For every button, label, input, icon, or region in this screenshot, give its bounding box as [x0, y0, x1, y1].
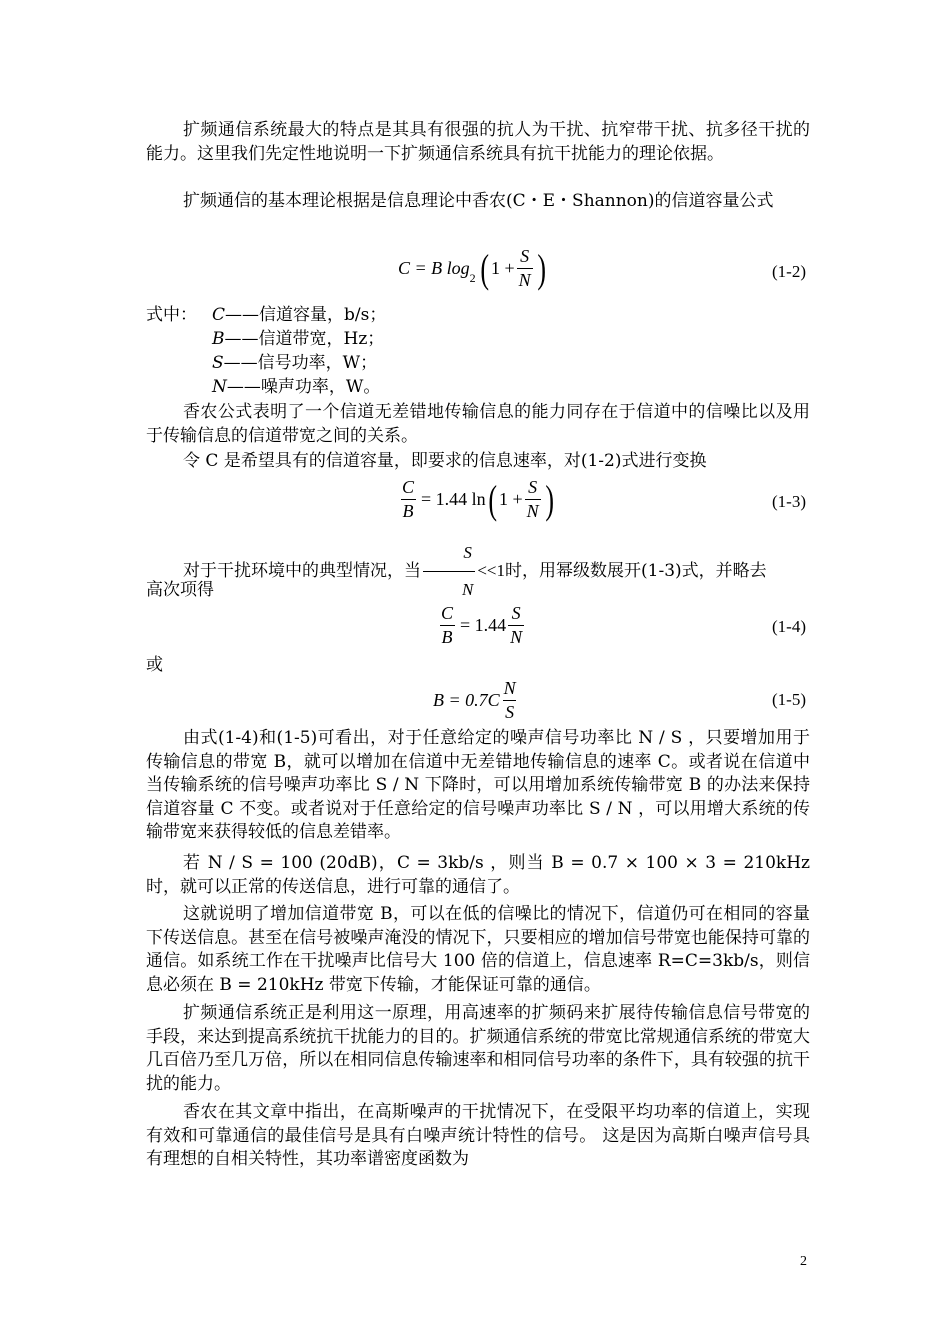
eq13-left-paren: (: [488, 476, 497, 522]
equation-1-4: [437, 603, 526, 648]
eq14-mid: = 1.44: [460, 615, 507, 635]
page-number: 2: [800, 1254, 807, 1269]
equation-1-3: [398, 477, 556, 522]
eq13-denominator: N: [526, 501, 539, 521]
equation-number-1-4: (1-4): [772, 617, 806, 636]
eq13-lhs-numerator: C: [402, 477, 415, 497]
inline-denominator: N: [423, 571, 475, 607]
paragraph-transform: 令 C 是希望具有的信道容量，即要求的信息速率，对(1-2)式进行变换: [183, 451, 707, 471]
paragraph-shannon-meaning: 香农公式表明了一个信道无差错地传输信息的能力同存在于信道中的信噪比以及用于传输信息的信道带宽之间的关系。: [146, 402, 810, 446]
equation-number-1-2: (1-2): [772, 262, 806, 281]
definition-c-text: ——信道容量，b/s；: [225, 305, 387, 325]
paragraph-conclusion-1: 由式(1-4)和(1-5)可看出，对于任意给定的噪声信号功率比 N / S ，只要增加用于传输信息的带宽 B，就可以增加在信道中无差错地传输信息的速率 C。或者说在信道中当传输系统的信号噪声功率比 S / N 下降时，可以用增加系统传输带宽 B 的办法来保持信道容量 C 不变。或者说对于任意给定的信号噪声功率比 S / N ，可以用增大系统的传输带宽来获得较低的信息差错率。: [146, 728, 810, 842]
definition-b-text: ——信道带宽，Hz；: [224, 329, 385, 349]
eq13-lhs-fraction: [400, 477, 416, 522]
definition-n: [212, 376, 380, 399]
eq15-denominator: S: [505, 702, 515, 722]
eq14-numerator: S: [511, 603, 521, 623]
definition-b-symbol: B: [212, 329, 225, 349]
eq13-mid: = 1.44 ln: [421, 489, 486, 509]
definition-b: [212, 328, 384, 351]
definition-s: [212, 352, 377, 375]
definition-s-symbol: S: [212, 353, 224, 373]
definition-c: [212, 304, 386, 327]
eq14-lhs-numerator: C: [441, 603, 454, 623]
paragraph-gaussian-noise: 香农在其文章中指出，在高斯噪声的干扰情况下，在受限平均功率的信道上，实现有效和可靠通信的最佳信号是具有白噪声统计特性的信号。 这是因为高斯白噪声信号具有理想的自相关特性，其功率谱密度函数为: [146, 1102, 810, 1169]
eq12-right-paren: ): [536, 245, 546, 291]
paragraph-bandwidth-tradeoff: 这就说明了增加信道带宽 B，可以在低的信噪比的情况下，信道仍可在相同的容量下传送信息。甚至在信号被噪声淹没的情况下，只要相应的增加信号带宽也能保持可靠的通信。如系统工作在干扰噪声比信号大 100 倍的信道上，信息速率 R=C=3kb/s，则信息必须在 B = 210kHz 带宽下传输，才能保证可靠的通信。: [146, 904, 810, 995]
definition-n-symbol: N: [212, 377, 227, 397]
eq12-denominator: N: [518, 270, 531, 290]
or-label: 或: [146, 655, 163, 675]
eq13-right-paren: ): [545, 476, 554, 522]
eq12-one-plus: 1 +: [490, 258, 515, 278]
paragraph-example: 若 N / S = 100 (20dB)，C = 3kb/s ，则当 B = 0.7 × 100 × 3 = 210kHz 时，就可以正常的传送信息，进行可靠的通信了。: [146, 853, 810, 897]
eq12-numerator: S: [520, 246, 530, 266]
definition-s-text: ——信号功率，W；: [223, 353, 378, 373]
eq15-lhs: B = 0.7C: [433, 690, 500, 710]
equation-1-5: [433, 678, 520, 723]
paragraph-spread-spectrum-principle: 扩频通信系统正是利用这一原理，用高速率的扩频码来扩展待传输信息信号带宽的手段，来达到提高系统抗干扰能力的目的。扩频通信系统的带宽比常规通信系统的带宽大几百倍乃至几万倍，所以在相同信息传输速率和相同信号功率的条件下，具有较强的抗干扰的能力。: [146, 1003, 810, 1094]
typical-case-text-before: 对于干扰环境中的典型情况，当: [183, 561, 421, 581]
equation-number-1-3: (1-3): [772, 492, 806, 511]
eq12-lhs: C = B log: [398, 258, 470, 278]
definition-c-symbol: C: [212, 305, 226, 325]
eq13-numerator: S: [528, 477, 538, 497]
eq15-fraction: [502, 678, 518, 723]
eq12-left-paren: (: [479, 245, 489, 291]
typical-case-text-after: 时，用幂级数展开(1-3)式，并略去: [505, 561, 767, 581]
eq12-subscript: 2: [469, 271, 476, 285]
eq13-one-plus: 1 +: [499, 489, 523, 509]
inline-fraction: [423, 536, 475, 607]
eq14-denominator: N: [510, 627, 523, 647]
inline-numerator: S: [463, 543, 472, 562]
paragraph-typical-case: [146, 536, 810, 607]
eq13-lhs-denominator: B: [402, 501, 414, 521]
paragraph-shannon-basis: 扩频通信的基本理论根据是信息理论中香农(C・E・Shannon)的信道容量公式: [183, 191, 774, 211]
eq15-numerator: N: [503, 678, 516, 698]
paragraph-intro: 扩频通信系统最大的特点是其具有很强的抗人为干扰、抗窄带干扰、抗多径干扰的能力。这里我们先定性地说明一下扩频通信系统具有抗干扰能力的理论依据。: [146, 120, 810, 164]
eq13-fraction: [525, 477, 541, 522]
inline-relation: <<1: [477, 561, 506, 580]
eq14-lhs-fraction: [439, 603, 455, 648]
equation-number-1-5: (1-5): [772, 690, 806, 709]
equation-1-2: [398, 246, 548, 291]
definition-n-text: ——噪声功率，W。: [226, 377, 381, 397]
eq12-fraction: [517, 246, 533, 291]
eq14-lhs-denominator: B: [441, 627, 453, 647]
eq14-fraction: [508, 603, 524, 648]
typical-case-line2: 高次项得: [146, 580, 214, 600]
definitions-label: 式中：: [146, 305, 197, 325]
